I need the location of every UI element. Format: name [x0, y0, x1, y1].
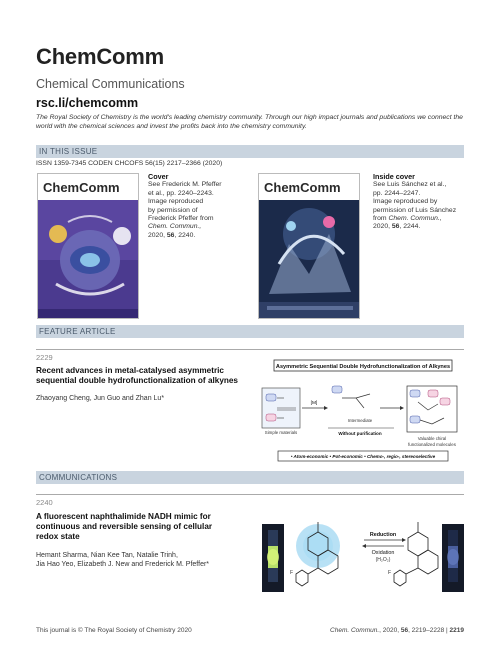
graphic-oxidation: Oxidation: [371, 550, 395, 556]
graphic-valuable-1: Valuable chiral: [417, 436, 447, 441]
comm-title[interactable]: A fluorescent naphthalimide NADH mimic for continuous and reversible sensing of cellular redox state: [36, 512, 213, 541]
graphic-reduction: Reduction: [369, 532, 397, 538]
inside-cover-image[interactable]: [258, 173, 360, 319]
cover-caption: [148, 173, 240, 240]
footer-citation: Chem. Commun., 2020, 56, 2219–2228 | 2219: [330, 627, 464, 634]
graphic-element-f1: F: [290, 570, 294, 576]
feature-article-graphic: [260, 358, 465, 473]
cover-title: Cover: [148, 172, 169, 181]
inside-cover-title: Inside cover: [373, 172, 415, 181]
journal-blurb: The Royal Society of Chemistry is the world's leading chemistry community. Through our high impact journals and publications we connect the world with the chemical sciences and invest the profits back into the chemistry community.: [36, 114, 463, 130]
section-header-feature-article: FEATURE ARTICLE: [36, 325, 464, 338]
inside-cover-line: pp. 2244–2247.: [373, 189, 421, 197]
cover-line: by permission of: [148, 206, 198, 214]
cover-logo: ChemComm: [43, 180, 120, 195]
comm-page-number: 2240: [36, 498, 53, 507]
graphic-footer: • Atom-economic • Pot-economic • Chemo-, regio-, stereoselective: [290, 454, 436, 459]
cover-line: See Frederick M. Pfeffer: [148, 181, 222, 189]
cover-citation: 2020, 56, 2240.: [148, 231, 196, 239]
graphic-valuable-2: functionalized molecules: [408, 442, 456, 447]
graphic-simple-materials: Simple materials: [264, 430, 298, 435]
graphic-element-f2: F: [388, 570, 392, 576]
article-page-number: 2229: [36, 353, 53, 362]
graphic-intermediate: Intermediate: [347, 418, 373, 423]
inside-cover-line: Image reproduced by: [373, 198, 438, 206]
journal-url[interactable]: rsc.li/chemcomm: [36, 96, 139, 110]
divider: [36, 494, 464, 495]
inside-cover-line: See Luis Sánchez et al.,: [373, 181, 447, 189]
communication-graphic: [262, 516, 464, 605]
section-header-communications: COMMUNICATIONS: [36, 471, 464, 484]
inside-cover-logo: ChemComm: [264, 180, 341, 195]
divider: [36, 349, 464, 350]
comm-authors: Hemant Sharma, Nian Kee Tan, Natalie Trinh, Jia Hao Yeo, Elizabeth J. New and Frederick M. Pfeffer*: [36, 552, 210, 568]
cover-line: Frederick Pfeffer from: [148, 215, 214, 223]
cover-line: Image reproduced: [148, 198, 204, 206]
graphic-without-purification: Without purification: [338, 431, 382, 436]
footer-copyright: This journal is © The Royal Society of Chemistry 2020: [36, 627, 192, 634]
issn-line: ISSN 1359-7345 CODEN CHCOFS 56(15) 2217–2366 (2020): [36, 160, 223, 167]
inside-cover-citation: 2020, 56, 2244.: [373, 223, 421, 231]
journal-subtitle: Chemical Communications: [36, 77, 185, 91]
cover-journal-ref: Chem. Commun.,: [148, 223, 202, 231]
inside-cover-caption: [373, 173, 465, 232]
cover-image[interactable]: [37, 173, 139, 319]
inside-cover-line: permission of Luis Sánchez: [373, 206, 457, 214]
graphic-header: Asymmetric Sequential Double Hydrofunctionalization of Alkynes: [275, 364, 451, 370]
cover-line: et al., pp. 2240–2243.: [148, 189, 214, 197]
article-authors: Zhaoyang Cheng, Jun Guo and Zhan Lu*: [36, 395, 165, 402]
graphic-catalyst: [M]: [310, 401, 318, 406]
graphic-reagent: (H₂O₂): [375, 557, 391, 563]
journal-title: ChemComm: [36, 44, 164, 69]
inside-cover-journal-ref: from Chem. Commun.,: [373, 215, 442, 223]
section-header-in-this-issue: IN THIS ISSUE: [36, 145, 464, 158]
article-title[interactable]: Recent advances in metal-catalysed asymmetric sequential double hydrofunctionalization of alkynes: [36, 366, 238, 385]
